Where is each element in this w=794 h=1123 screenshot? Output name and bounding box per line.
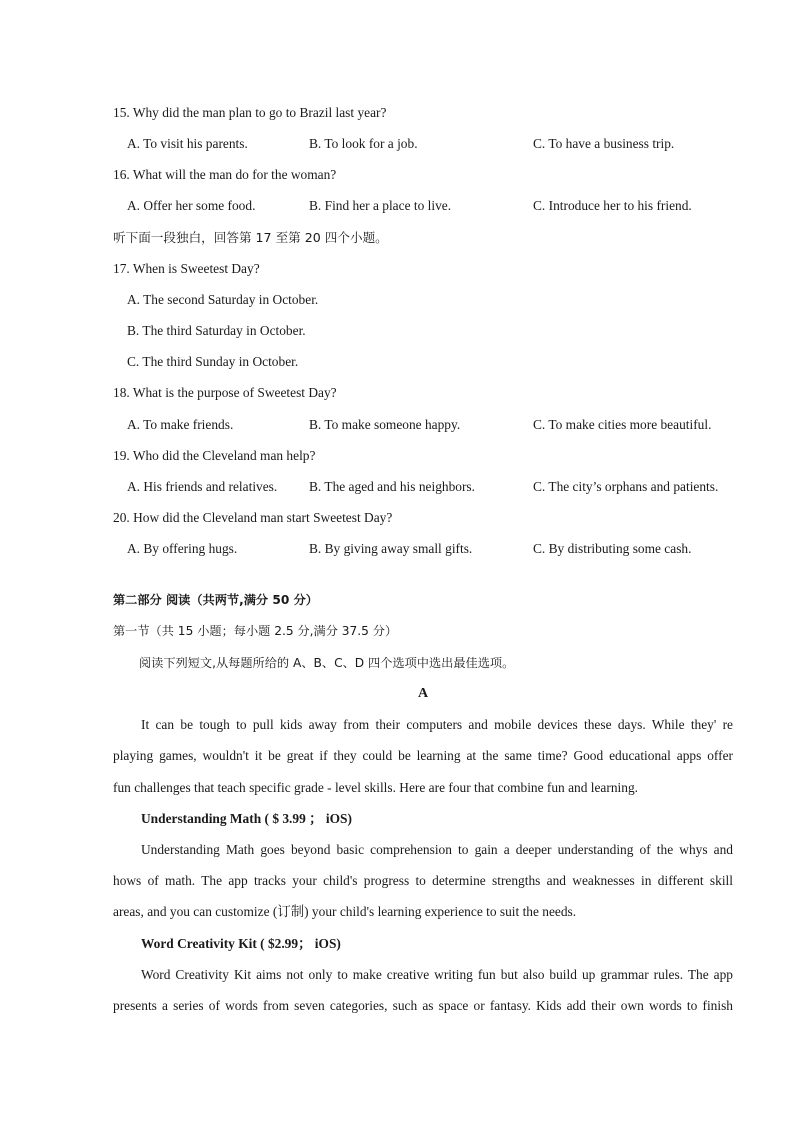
question-16-option-c: C. Introduce her to his friend. <box>533 198 692 213</box>
question-16-option-a: A. Offer her some food. <box>127 198 256 213</box>
question-19-option-c: C. The city’s orphans and patients. <box>533 479 719 494</box>
question-18-option-a: A. To make friends. <box>127 417 234 432</box>
question-20-option-b: B. By giving away small gifts. <box>309 541 473 556</box>
passage-label: A <box>417 686 429 701</box>
question-19-option-b: B. The aged and his neighbors. <box>309 479 475 494</box>
app-1-line-2: hows of math. The app tracks your child's progress to determine strengths and weaknesses in different skill <box>113 873 733 888</box>
question-16-stem: 16. What will the man do for the woman? <box>113 167 337 182</box>
intro-line-2: playing games, wouldn't it be great if they could be learning at the same time? Good educational apps offer <box>113 748 733 763</box>
intro-line-3: fun challenges that teach specific grade - level skills. Here are four that combine fun and learning. <box>113 780 638 795</box>
app-2-heading: Word Creativity Kit ( $2.99； iOS) <box>141 936 341 951</box>
part-two-title: 第二部分 阅读（共两节,满分 50 分） <box>113 593 318 607</box>
question-17-option-b: B. The third Saturday in October. <box>127 323 306 338</box>
app-2-line-2: presents a series of words from seven categories, such as space or fantasy. Kids add their own words to finish <box>113 998 733 1013</box>
app-1-line-1: Understanding Math goes beyond basic comprehension to gain a deeper understanding of the whys and <box>141 842 733 857</box>
app-1-heading: Understanding Math ( $ 3.99 ； iOS) <box>141 811 352 826</box>
question-15-option-a: A. To visit his parents. <box>127 136 248 151</box>
question-18-option-c: C. To make cities more beautiful. <box>533 417 712 432</box>
question-18-stem: 18. What is the purpose of Sweetest Day? <box>113 385 337 400</box>
monologue-instruction: 听下面一段独白，回答第 17 至第 20 四个小题。 <box>113 230 388 245</box>
app-1-line-3: areas, and you can customize (订制) your child's learning experience to suit the needs. <box>113 904 577 919</box>
question-19-option-a: A. His friends and relatives. <box>127 479 278 494</box>
question-17-option-a: A. The second Saturday in October. <box>127 292 319 307</box>
question-20-stem: 20. How did the Cleveland man start Sweetest Day? <box>113 510 393 525</box>
question-18-option-b: B. To make someone happy. <box>309 417 461 432</box>
app-2-line-1: Word Creativity Kit aims not only to make creative writing fun but also build up grammar rules. The app <box>141 967 733 982</box>
question-15-stem: 15. Why did the man plan to go to Brazil last year? <box>113 105 387 120</box>
intro-line-1: It can be tough to pull kids away from their computers and mobile devices these days. While they' re <box>141 717 733 732</box>
question-19-stem: 19. Who did the Cleveland man help? <box>113 448 316 463</box>
question-20-option-a: A. By offering hugs. <box>127 541 238 556</box>
question-17-option-c: C. The third Sunday in October. <box>127 354 299 369</box>
question-15-option-c: C. To have a business trip. <box>533 136 675 151</box>
section-one-title: 第一节（共 15 小题；每小题 2.5 分,满分 37.5 分） <box>113 624 398 638</box>
question-16-option-b: B. Find her a place to live. <box>309 198 452 213</box>
question-20-option-c: C. By distributing some cash. <box>533 541 692 556</box>
question-15-option-b: B. To look for a job. <box>309 136 418 151</box>
reading-instruction: 阅读下列短文,从每题所给的 A、B、C、D 四个选项中选出最佳选项。 <box>139 656 515 670</box>
question-17-stem: 17. When is Sweetest Day? <box>113 261 260 276</box>
